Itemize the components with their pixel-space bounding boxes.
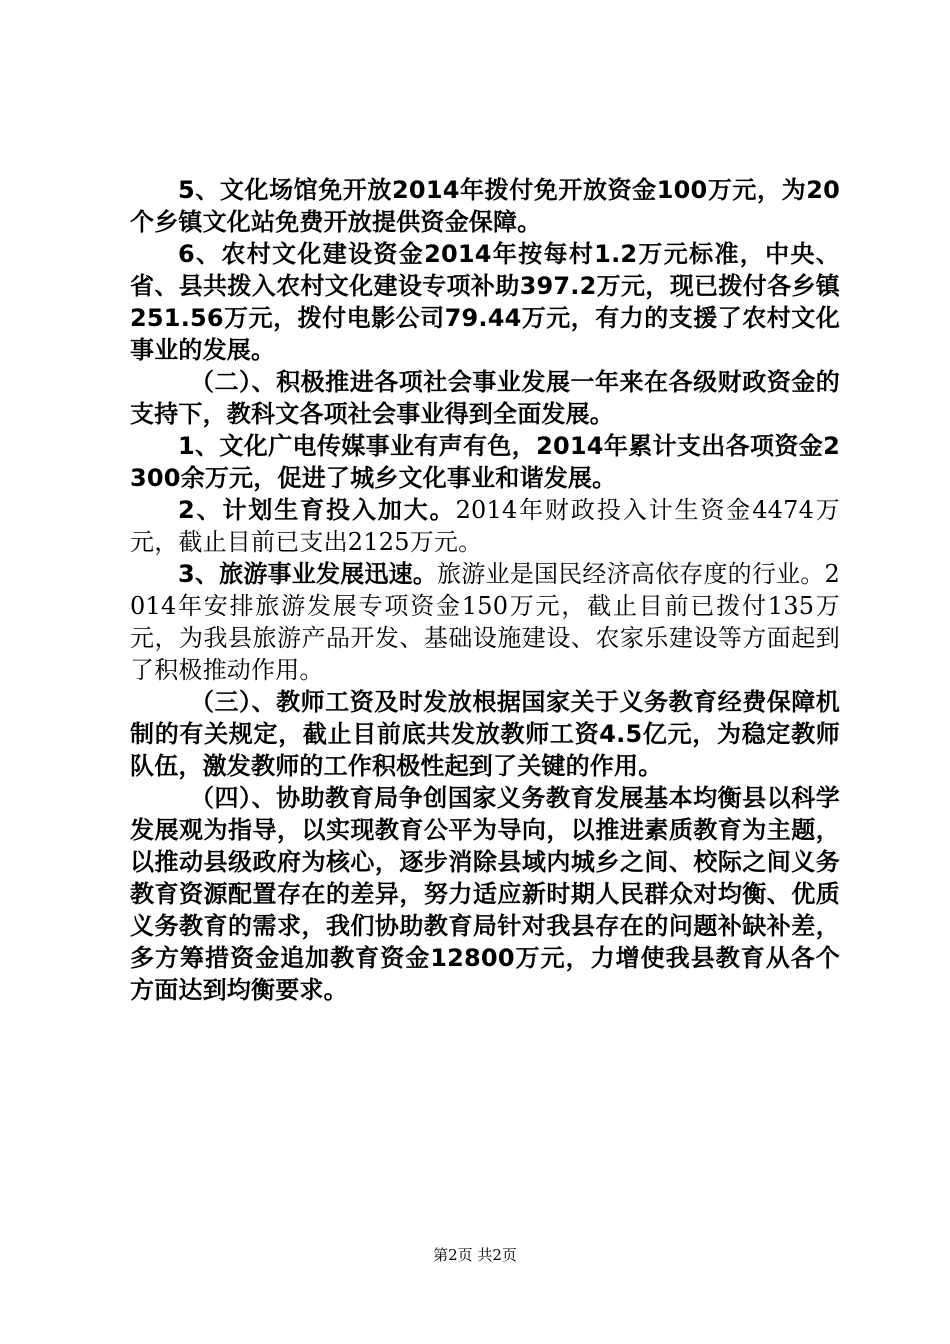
section-3-teacher-salary xyxy=(130,686,840,782)
page-footer xyxy=(0,1245,950,1265)
paragraph-heading: 3、旅游事业发展迅速。 xyxy=(178,560,438,588)
paragraph-text: （三）、教师工资及时发放根据国家关于义务教育经费保障机制的有关规定，截止目前底共发放教师工资4.5亿元，为稳定教师队伍，激发教师的工作积极性起到了关键的作用。 xyxy=(130,688,840,780)
paragraph-text: 5、文化场馆免开放2014年拨付免开放资金100万元，为20个乡镇文化站免费开放提供资金保障。 xyxy=(130,176,840,236)
paragraph-text: 2014年财政投入计生资金4474万元，截止目前已支出2125万元。 xyxy=(130,496,840,556)
paragraph-3-tourism xyxy=(130,558,840,686)
paragraph-text: 旅游业是国民经济高依存度的行业。2014年安排旅游发展专项资金150万元，截止目前已拨付135万元，为我县旅游产品开发、基础设施建设、农家乐建设等方面起到了积极推动作用。 xyxy=(130,560,840,684)
paragraph-1-media xyxy=(130,430,840,494)
paragraph-6-rural-culture xyxy=(130,238,840,366)
document-body xyxy=(130,174,840,1006)
paragraph-5-cultural-venues xyxy=(130,174,840,238)
page-number: 第2页 共2页 xyxy=(433,1246,517,1264)
paragraph-2-family-planning xyxy=(130,494,840,558)
paragraph-heading: 2、计划生育投入加大。 xyxy=(178,496,456,524)
paragraph-text: 6、农村文化建设资金2014年按每村1.2万元标准，中央、省、县共拨入农村文化建设专项补助397.2万元，现已拨付各乡镇251.56万元，拨付电影公司79.44万元，有力的支援了农村文化事业的发展。 xyxy=(130,240,840,364)
paragraph-text: 1、文化广电传媒事业有声有色，2014年累计支出各项资金2300余万元，促进了城乡文化事业和谐发展。 xyxy=(130,432,840,492)
paragraph-text: （二）、积极推进各项社会事业发展一年来在各级财政资金的支持下，教科文各项社会事业得到全面发展。 xyxy=(130,368,840,428)
section-4-education-balance xyxy=(130,782,840,1006)
section-2-social-development xyxy=(130,366,840,430)
paragraph-text: （四）、协助教育局争创国家义务教育发展基本均衡县以科学发展观为指导，以实现教育公平为导向，以推进素质教育为主题，以推动县级政府为核心，逐步消除县域内城乡之间、校际之间义务教育资源配置存在的差异，努力适应新时期人民群众对均衡、优质义务教育的需求，我们协助教育局针对我县存在的问题补缺补差，多方筹措资金追加教育资金12800万元，力增使我县教育从各个方面达到均衡要求。 xyxy=(130,784,840,1004)
